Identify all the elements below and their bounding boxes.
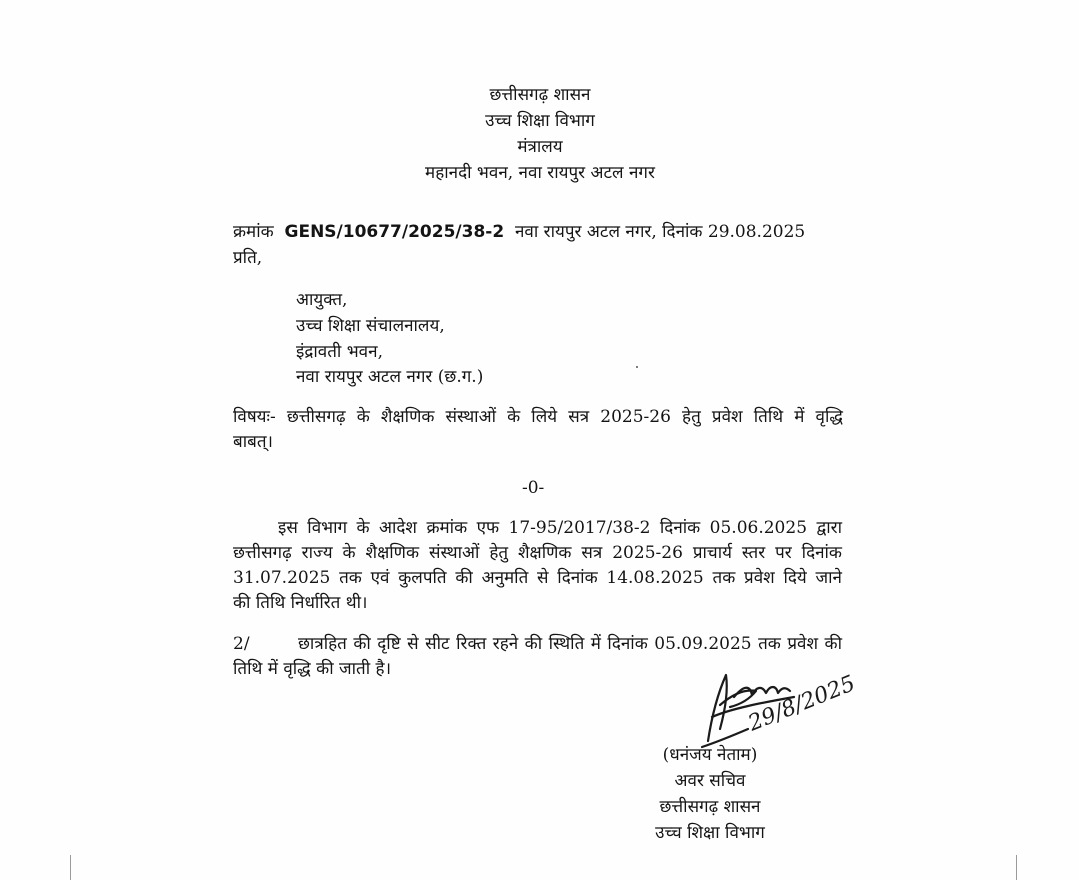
addressee-line-4: नवा रायपुर अटल नगर (छ.ग.) bbox=[296, 367, 484, 387]
letterhead-ministry: मंत्रालय bbox=[517, 137, 563, 157]
subject-line-2: बाबत्। bbox=[233, 432, 273, 452]
scan-edge-right bbox=[1016, 855, 1017, 880]
paragraph-2-line-2: तिथि में वृद्धि की जाती है। bbox=[233, 659, 392, 679]
paragraph-1-line-1: इस विभाग के आदेश क्रमांक एफ 17-95/2017/38-2 दिनांक 05.06.2025 द्वारा bbox=[278, 518, 842, 538]
signatory-department: उच्च शिक्षा विभाग bbox=[655, 823, 765, 843]
letterhead-address: महानदी भवन, नवा रायपुर अटल नगर bbox=[425, 163, 655, 183]
separator: -0- bbox=[522, 478, 545, 498]
addressee-line-2: उच्च शिक्षा संचालनालय, bbox=[296, 316, 445, 336]
signature-stroke bbox=[708, 675, 727, 741]
letterhead bbox=[300, 82, 780, 186]
signatory-block bbox=[600, 742, 820, 846]
handwritten-signature bbox=[690, 645, 900, 755]
paragraph-1-line-2: छत्तीसगढ़ राज्य के शैक्षणिक संस्थाओं हेतु शैक्षणिक सत्र 2025-26 प्राचार्य स्तर पर दिनांक bbox=[233, 543, 842, 563]
scan-edge-left bbox=[70, 855, 71, 880]
signatory-designation: अवर सचिव bbox=[674, 771, 746, 791]
paragraph-2-number: 2/ bbox=[233, 634, 250, 654]
paragraph-2-line-1: छात्रहित की दृष्टि से सीट रिक्त रहने की स्थिति में दिनांक 05.09.2025 तक प्रवेश की bbox=[298, 634, 842, 654]
letterhead-government: छत्तीसगढ़ शासन bbox=[489, 85, 591, 105]
subject-line-1: विषयः- छत्तीसगढ़ के शैक्षणिक संस्थाओं के लिये सत्र 2025-26 हेतु प्रवेश तिथि में वृद्धि bbox=[233, 407, 843, 427]
signatory-name: (धनंजय नेताम) bbox=[662, 745, 758, 765]
letterhead-department: उच्च शिक्षा विभाग bbox=[485, 111, 595, 131]
addressee-label: प्रति, bbox=[233, 248, 263, 268]
paragraph-1-line-3: 31.07.2025 तक एवं कुलपति की अनुमति से दिनांक 14.08.2025 तक प्रवेश दिये जाने bbox=[233, 568, 842, 588]
reference-place-date: नवा रायपुर अटल नगर, दिनांक 29.08.2025 bbox=[514, 222, 806, 242]
reference-number: GENS/10677/2025/38-2 bbox=[284, 222, 505, 242]
reference-label: क्रमांक bbox=[233, 222, 274, 242]
scan-speck bbox=[636, 366, 638, 368]
reference-line bbox=[233, 220, 805, 245]
paragraph-1-line-4: की तिथि निर्धारित थी। bbox=[233, 593, 368, 613]
addressee-line-1: आयुक्त, bbox=[296, 290, 348, 310]
signature-date: 29/8/2025 bbox=[744, 671, 859, 737]
signatory-government: छत्तीसगढ़ शासन bbox=[659, 797, 761, 817]
addressee-line-3: इंद्रावती भवन, bbox=[296, 342, 383, 362]
